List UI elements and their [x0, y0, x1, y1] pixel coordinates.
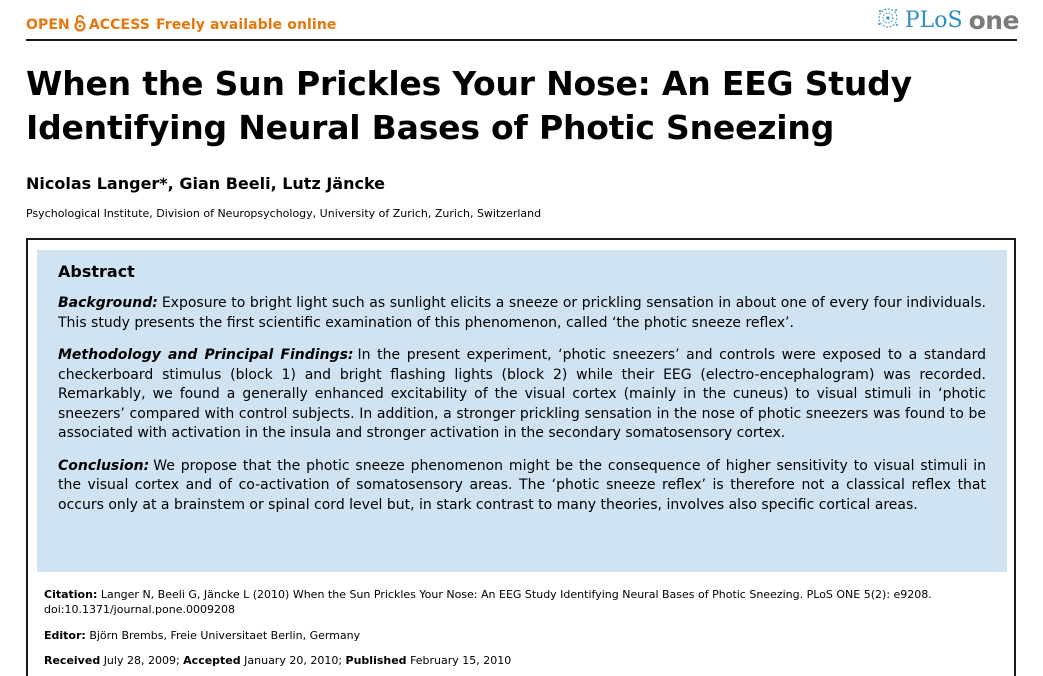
plos-globe-icon: [875, 5, 901, 35]
article-title: When the Sun Prickles Your Nose: An EEG Study Identifying Neural Bases of Photic Sneezing: [26, 64, 912, 147]
freely-available-label: Freely available online: [155, 17, 337, 33]
background-text: Exposure to bright light such as sunlight elicits a sneeze or prickling sensation in about one of every four individuals. This study presents the first scientific examination of this phenomenon, called ‘the photic sneeze reflex’.: [58, 295, 986, 331]
logo-plos-text: PLoS: [904, 7, 963, 33]
plos-one-logo: [875, 3, 1019, 37]
background-label: Background:: [58, 295, 158, 311]
open-lock-icon: [74, 14, 86, 36]
citation: [44, 587, 1004, 617]
accepted-label: Accepted: [183, 654, 241, 667]
editor-label: Editor:: [44, 629, 86, 642]
received-date: July 28, 2009;: [103, 654, 180, 667]
abstract-methods: [58, 346, 986, 444]
methods-label: Methodology and Principal Findings:: [58, 347, 354, 363]
open-label: OPEN: [26, 17, 70, 33]
conclusion-text: We propose that the photic sneeze phenomenon might be the consequence of higher sensitivity to visual stimuli in the visual cortex and of co-activation of somatosensory areas. The ‘photic sneeze reflex’ is therefore not a classical reflex that occurs only at a brainstem or spinal cord level but, in stark contrast to many theories, involves also specific cortical areas.: [58, 457, 986, 513]
citation-label: Citation:: [44, 588, 98, 601]
article-affiliation: Psychological Institute, Division of Neuropsychology, University of Zurich, Zurich, Switzerland: [26, 207, 542, 220]
logo-one-text: one: [968, 5, 1019, 35]
methods-text: In the present experiment, ‘photic sneezers’ and controls were exposed to a standard checkerboard stimulus (block 1) and bright flashing lights (block 2) while their EEG (electro-encephalogram) was recorded. Remarkably, we found a generally enhanced excitability of the visual cortex (mainly in the cuneus) to visual stimuli in ‘photic sneezers’ compared with control subjects. In addition, a stronger prickling sensation in the nose of photic sneezers was found to be associated with activation in the insula and stronger activation in the secondary somatosensory cortex.: [58, 347, 986, 441]
abstract-conclusion: [58, 457, 986, 516]
published-date: February 15, 2010: [410, 654, 512, 667]
abstract-background: [58, 294, 986, 333]
editor-text: Björn Brembs, Freie Universitaet Berlin, Germany: [89, 629, 361, 642]
abstract-heading: Abstract: [58, 262, 135, 281]
open-access-banner: [26, 14, 337, 36]
article-authors: Nicolas Langer*, Gian Beeli, Lutz Jäncke: [26, 174, 386, 193]
citation-text: Langer N, Beeli G, Jäncke L (2010) When the Sun Prickles Your Nose: An EEG Study Identifying Neural Bases of Photic Sneezing. PLoS ONE 5(2): e9208. doi:10.1371/journal.pone.0009208: [44, 588, 932, 616]
dates: [44, 653, 1004, 668]
conclusion-label: Conclusion:: [58, 457, 150, 474]
header-rule: [26, 39, 1017, 41]
abstract-box: [37, 250, 1007, 572]
editor: [44, 628, 1004, 643]
accepted-date: January 20, 2010;: [244, 654, 343, 667]
published-label: Published: [345, 654, 407, 667]
received-label: Received: [44, 654, 101, 667]
access-label: ACCESS: [88, 17, 150, 33]
